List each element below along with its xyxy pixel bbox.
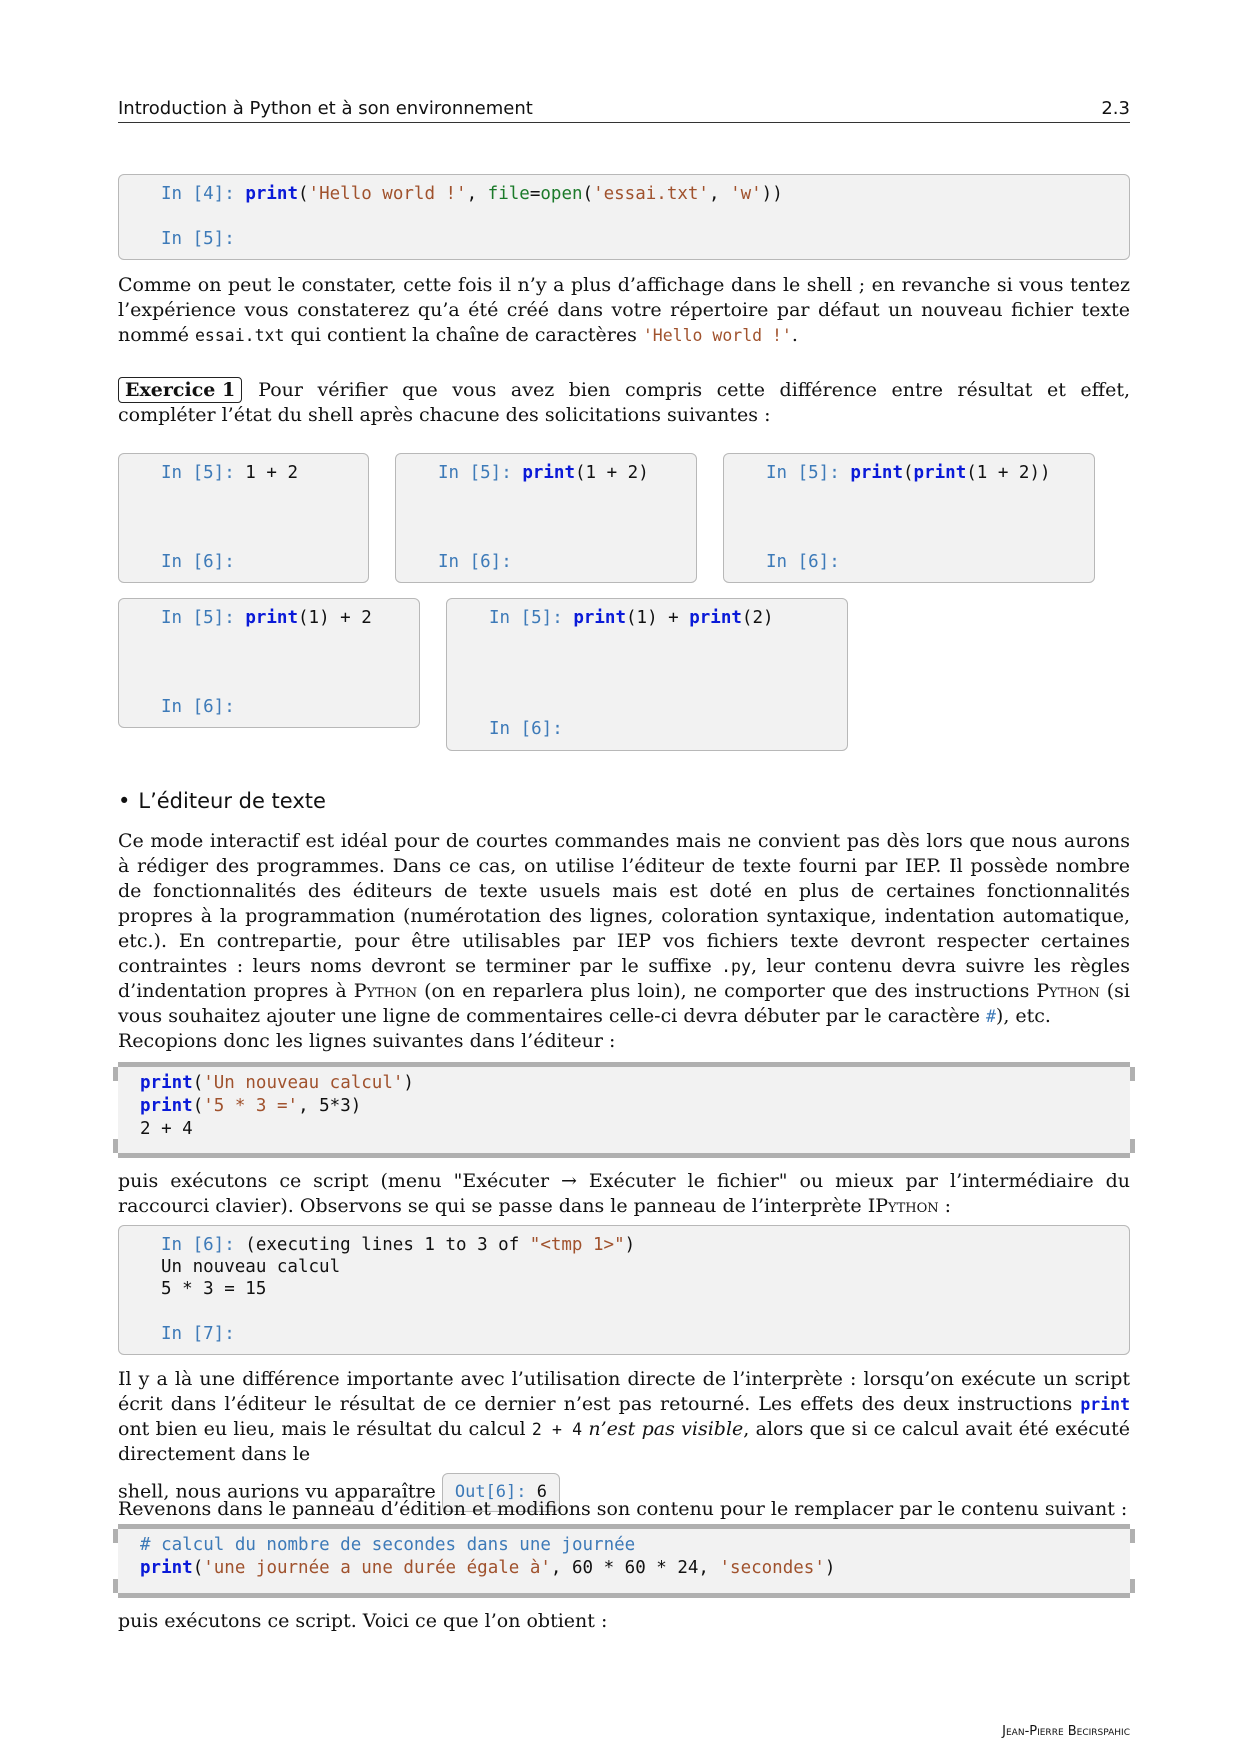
inline-code: essai.txt (195, 326, 285, 345)
keyword: print (522, 463, 575, 483)
prompt: In [5]: (161, 463, 235, 483)
code-text: , 5*3) (298, 1096, 362, 1116)
output-line: Un nouveau calcul (161, 1257, 341, 1277)
inline-code: 'Hello world !' (642, 326, 792, 345)
string-literal: 'une journée a une durée égale à' (203, 1558, 551, 1578)
exercise-1 (118, 377, 1130, 428)
exercise-shell-5 (446, 598, 848, 751)
text: Ce mode interactif est idéal pour de courtes commandes mais ne convient pas dès lors que nous aurons à rédiger des programmes. Dans ce cas, on utilise l’éditeur de texte fourni par IEP. Il possède nombre de fonctionnalités des éditeurs de texte usuels mais est doté en plus de certaines fonctionnalités propres à la programmation (numérotation des lignes, coloration syntaxique, indentation automatique, etc.). En contrepartie, pour être utilisables par IEP vos fichiers texte devront respecter certaines contraintes : leurs noms devront se terminer par le suffixe (118, 830, 1130, 977)
prompt: In [5]: (161, 608, 235, 628)
string-literal: "<tmp 1>" (529, 1235, 625, 1255)
string-literal: 'Hello world !' (308, 184, 467, 204)
border-stub (113, 1579, 118, 1593)
code-text: (1) + 2 (298, 608, 372, 628)
emphasis: n’est pas visible (588, 1418, 744, 1440)
code-text: ( (298, 184, 309, 204)
text: , alors que si ce calcul avait été exécuté directement dans le (118, 1418, 1130, 1465)
border-stub (1130, 1529, 1135, 1543)
border-stub (1130, 1139, 1135, 1153)
code-text: ) (624, 1235, 636, 1255)
code-line (140, 1558, 835, 1578)
prompt: In [5]: (438, 463, 512, 483)
text: ), etc. (995, 1005, 1051, 1027)
border-stub (1130, 1067, 1135, 1081)
prompt: In [5]: (161, 229, 235, 249)
section-title: L’éditeur de texte (138, 789, 326, 813)
string-literal: '5 * 3 =' (203, 1096, 299, 1116)
code-line (140, 1096, 361, 1116)
inline-keyword: print (1080, 1395, 1130, 1414)
prompt: In [6]: (161, 552, 235, 572)
python-name: ython (887, 1195, 939, 1217)
text: Revenons dans le panneau d’édition et modifions son contenu pour le remplacer par le contenu suivant : (118, 1498, 1128, 1520)
prompt: In [6]: (489, 719, 563, 739)
keyword: print (573, 608, 626, 628)
paragraph-5 (118, 1497, 1130, 1522)
prompt: In [7]: (161, 1324, 235, 1344)
chapter-title: Introduction à Python et à son environnement (118, 98, 533, 119)
code-text: ( (192, 1096, 204, 1116)
code-text: ( (903, 463, 914, 483)
inline-code: 2 + 4 (531, 1420, 583, 1439)
text: Comme on peut le constater, cette fois il n’y a plus d’affichage dans le shell ; en revanche si vous tentez l’expérience vous constaterez qu’a été créé dans votre répertoire par défaut un nouveau fichier texte nommé (118, 274, 1130, 346)
exercise-tag: Exercice 1 (118, 377, 242, 403)
prompt: In [6]: (161, 1235, 235, 1255)
exercise-shell-4 (118, 598, 420, 728)
border-stub (113, 1139, 118, 1153)
code-text: (1) + (626, 608, 690, 628)
keyword: print (140, 1096, 193, 1116)
paragraph-6 (118, 1609, 1130, 1634)
paragraph-3 (118, 1169, 1130, 1219)
page-header (118, 96, 1130, 123)
text: (si vous souhaitez ajouter une ligne de commentaires celle-ci devra débuter par le caractère (118, 980, 1130, 1027)
string-literal: 'w' (730, 184, 762, 204)
prompt: Out[6]: (454, 1482, 527, 1502)
text: (on en reparlera plus loin), ne comporter que des instructions (417, 980, 1037, 1002)
builtin: open (540, 184, 583, 204)
keyword: print (245, 184, 298, 204)
section-number: 2.3 (1101, 98, 1130, 119)
exercise-shell-3 (723, 453, 1095, 583)
section-heading (118, 789, 326, 813)
inline-code: # (985, 1007, 996, 1026)
text: puis exécutons ce script (menu "Exécuter → Exécuter le fichier" ou mieux par l’intermédiaire du raccourci clavier). Observons se qui se passe dans le panneau de l’interprète IP (118, 1170, 1130, 1217)
prompt: In [5]: (489, 608, 563, 628)
inline-code: .py (721, 957, 751, 976)
code-text: ) (403, 1073, 414, 1093)
code-text: , (708, 184, 731, 204)
code-text: , (466, 184, 488, 204)
shell-line (161, 184, 783, 204)
text: qui contient la chaîne de caractères (284, 324, 643, 346)
code-text: 1 + 2 (234, 463, 298, 483)
exercise-shell-1 (118, 453, 369, 583)
keyword: print (689, 608, 742, 628)
code-text: (executing lines 1 to 3 of (234, 1235, 530, 1255)
prompt: In [6]: (161, 697, 235, 717)
code-text: )) (761, 184, 783, 204)
code-text: (1 + 2) (575, 463, 649, 483)
editor-block-1 (118, 1062, 1130, 1158)
border-stub (113, 1067, 118, 1081)
keyword: print (140, 1073, 193, 1093)
output-value: 6 (526, 1482, 547, 1502)
border-stub (113, 1529, 118, 1543)
code-text: (1 + 2)) (966, 463, 1051, 483)
prompt: In [6]: (438, 552, 512, 572)
string-literal: 'secondes' (719, 1558, 825, 1578)
code-text: ) (824, 1558, 836, 1578)
text: , leur contenu devra suivre les règles d’indentation propres à (118, 955, 1130, 1002)
builtin: file (487, 184, 530, 204)
text: Il y a là une différence importante avec l’utilisation directe de l’interprète : lorsqu’on exécute un script écrit dans l’éditeur le résultat de ce dernier n’est pas retourné. Les effets des deux instructions (118, 1368, 1130, 1415)
shell-block-1 (118, 174, 1130, 260)
keyword: print (913, 463, 967, 483)
border-stub (1130, 1579, 1135, 1593)
code-text: (2) (741, 608, 774, 628)
python-name: Python (353, 980, 418, 1002)
comment-line: # calcul du nombre de secondes dans une journée (140, 1535, 636, 1555)
text: Recopions donc les lignes suivantes dans l’éditeur : (118, 1030, 616, 1052)
code-text: = (529, 184, 541, 204)
prompt: In [6]: (766, 552, 840, 572)
prompt: In [5]: (766, 463, 840, 483)
paragraph-4 (118, 1367, 1130, 1512)
string-literal: 'Un nouveau calcul' (203, 1073, 404, 1093)
keyword: print (245, 608, 298, 628)
footer-author: Jean-Pierre Becirspahic (1002, 1724, 1130, 1739)
paragraph-1 (118, 273, 1130, 348)
editor-block-2 (118, 1524, 1130, 1598)
exercise-text: Pour vérifier que vous avez bien compris cette différence entre résultat et effet, compléter l’état du shell après chacune des solicitations suivantes : (118, 379, 1130, 426)
python-name: Python (1036, 980, 1100, 1002)
text: . (791, 324, 798, 346)
code-line: 2 + 4 (140, 1119, 193, 1139)
code-line (140, 1073, 414, 1093)
code-text: ( (192, 1558, 204, 1578)
bullet-icon: • (118, 789, 131, 813)
text: puis exécutons ce script. Voici ce que l’on obtient : (118, 1610, 608, 1632)
text: : (938, 1195, 952, 1217)
code-text: ( (192, 1073, 204, 1093)
text: ont bien eu lieu, mais le résultat du calcul (118, 1418, 532, 1440)
shell-block-2 (118, 1225, 1130, 1355)
paragraph-2 (118, 829, 1130, 1054)
code-text: , 60 * 60 * 24, (550, 1558, 720, 1578)
prompt: In [4]: (161, 184, 235, 204)
keyword: print (850, 463, 903, 483)
keyword: print (140, 1558, 193, 1578)
text: shell, nous aurions vu apparaître (118, 1480, 436, 1503)
string-literal: 'essai.txt' (593, 184, 709, 204)
output-line: 5 * 3 = 15 (161, 1279, 267, 1299)
exercise-shell-2 (395, 453, 697, 583)
code-text: ( (582, 184, 594, 204)
